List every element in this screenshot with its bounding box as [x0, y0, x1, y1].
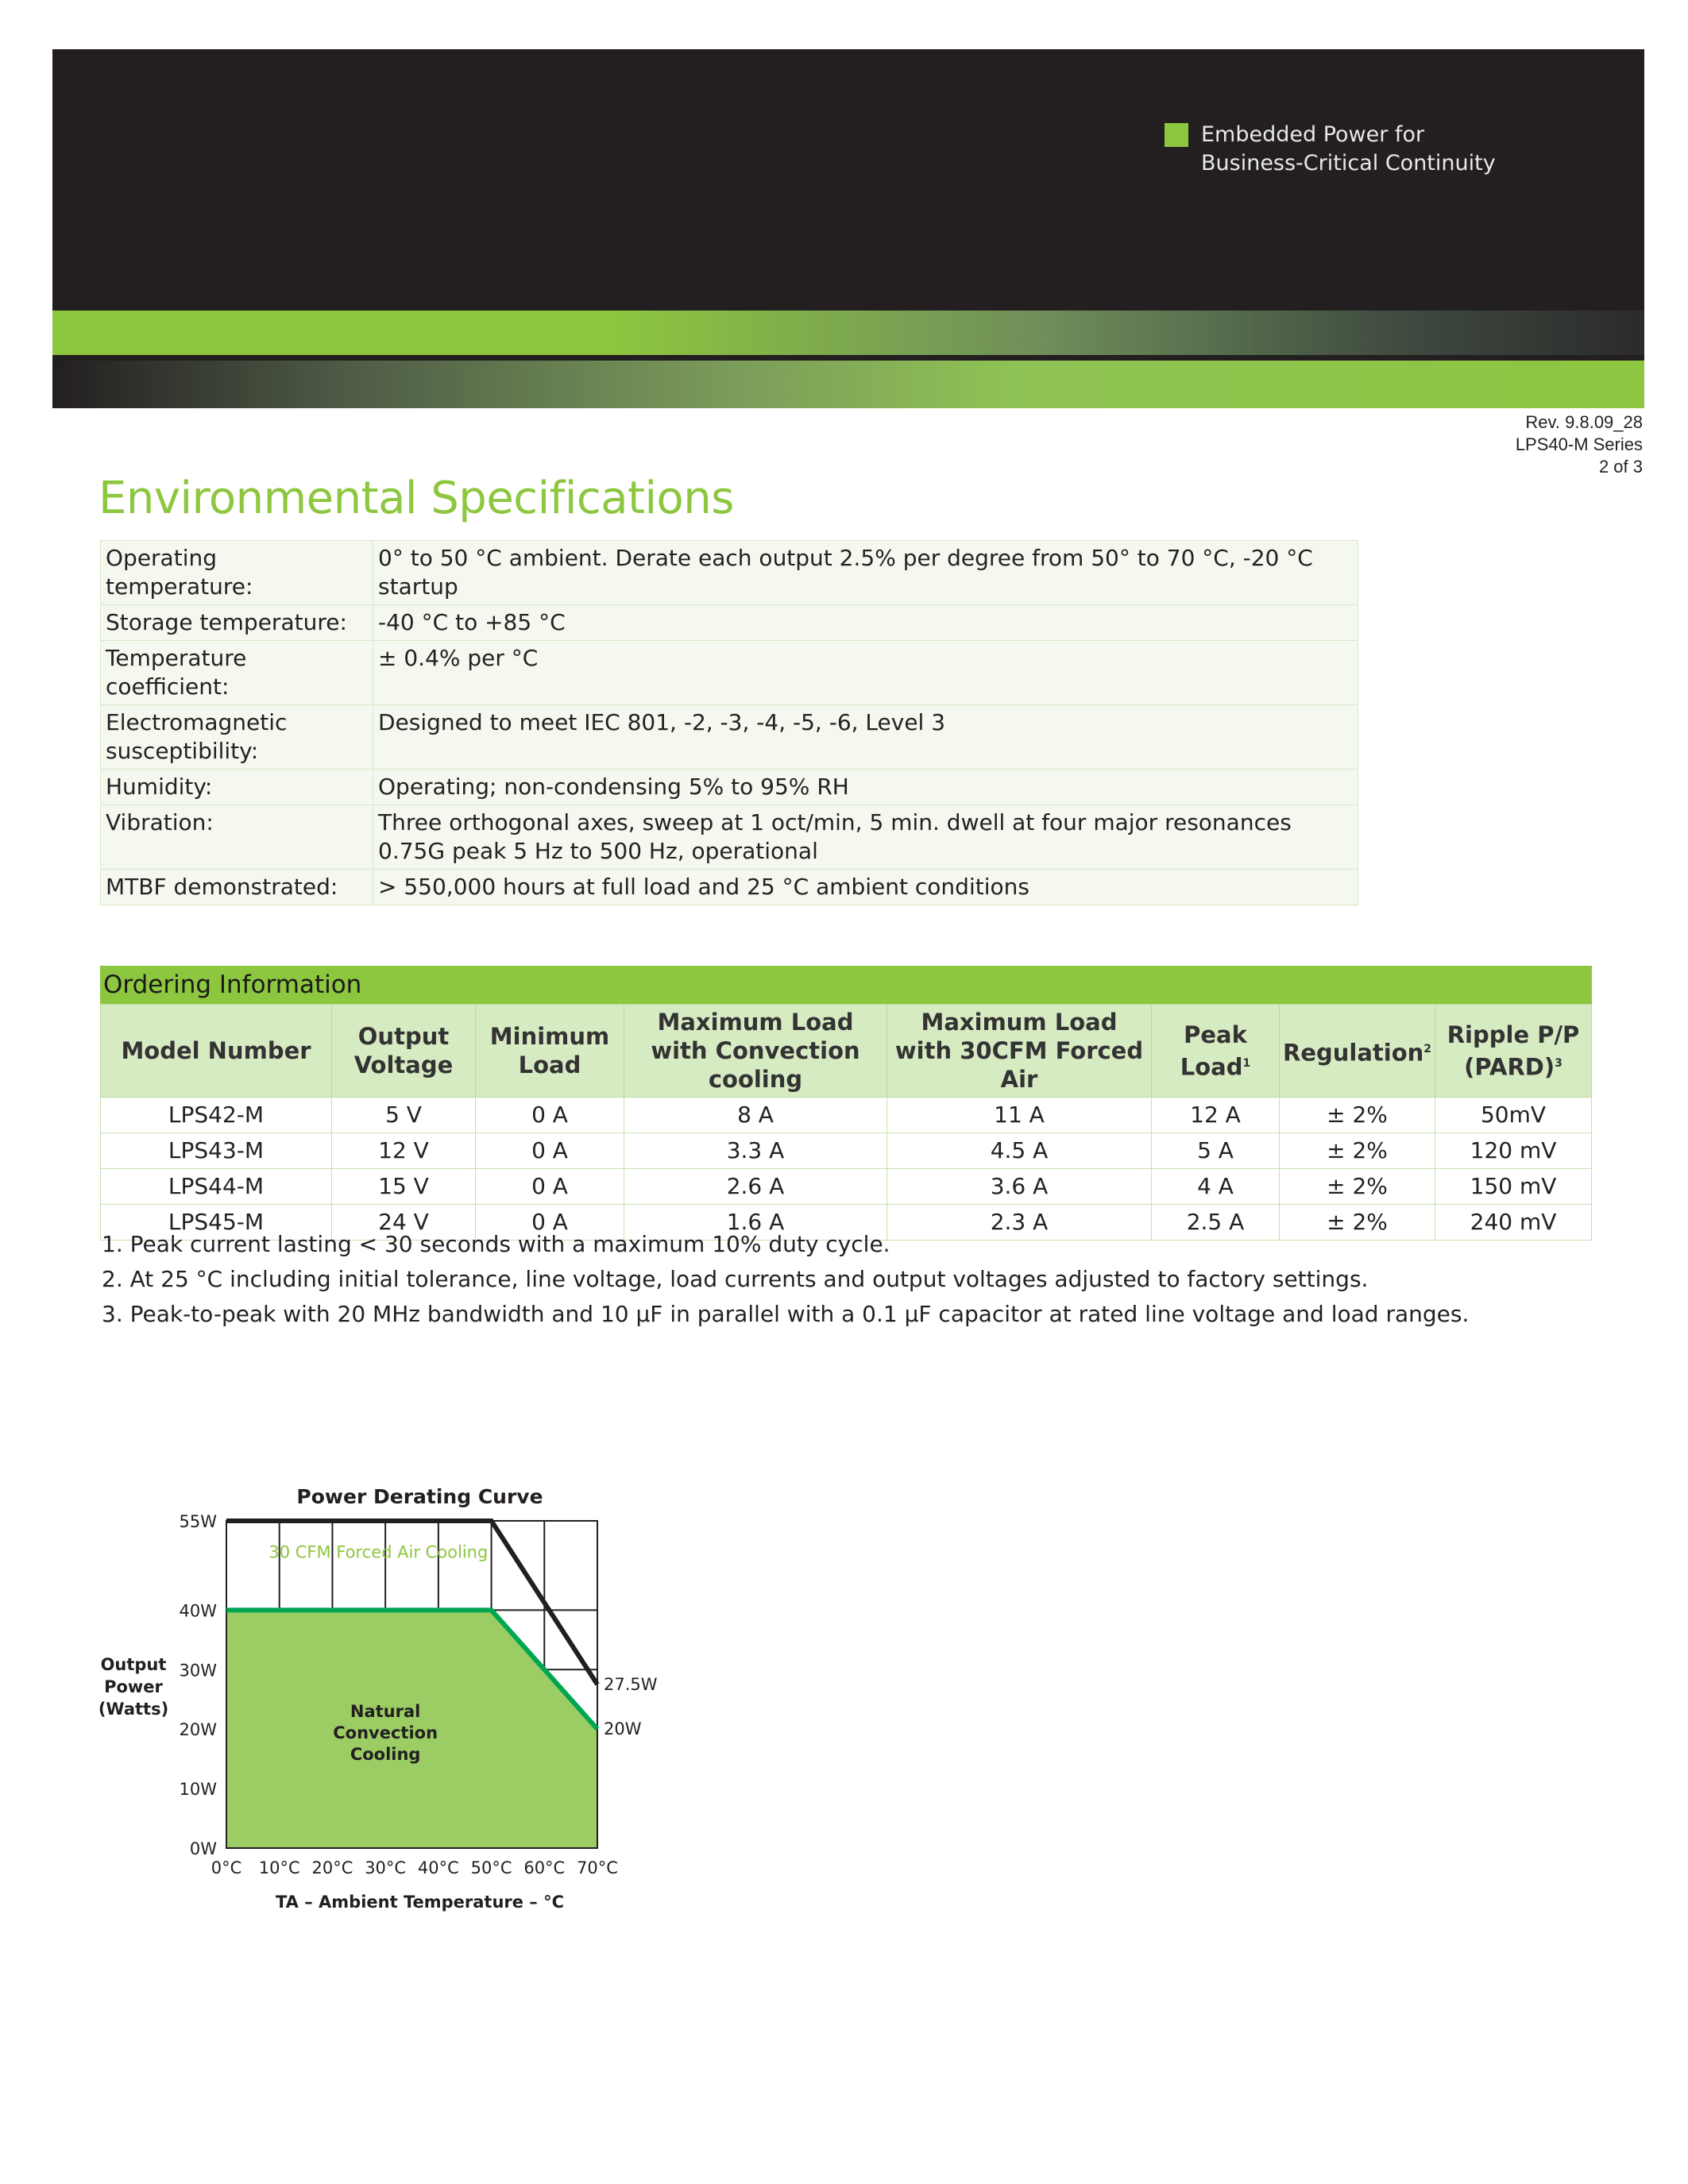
header-banner [52, 49, 1644, 408]
header-max-conv: Maximum Load with Convection cooling [624, 1005, 887, 1098]
cell-min: 0 A [476, 1133, 624, 1169]
x-tick-label: 70°C [577, 1858, 618, 1877]
cell-model: LPS44-M [101, 1169, 332, 1205]
cell-voltage: 15 V [332, 1169, 476, 1205]
env-value: Designed to meet IEC 801, -2, -3, -4, -5, -6, Level 3 [373, 705, 1358, 770]
env-row [101, 605, 1358, 641]
env-label: Vibration: [101, 805, 373, 870]
green-square-icon [1165, 123, 1188, 147]
env-value: > 550,000 hours at full load and 25 °C ambient conditions [373, 870, 1358, 905]
peak-label: Peak Load [1180, 1021, 1247, 1081]
cell-peak: 5 A [1152, 1133, 1280, 1169]
y-tick-label: 30W [179, 1661, 217, 1680]
cell-ripple: 120 mV [1435, 1133, 1592, 1169]
cell-min: 0 A [476, 1098, 624, 1133]
y-tick-label: 40W [179, 1601, 217, 1621]
cell-min: 0 A [476, 1205, 624, 1241]
cell-model: LPS45-M [101, 1205, 332, 1241]
env-label: Temperature coefficient: [101, 641, 373, 705]
header-output-voltage: Output Voltage [332, 1005, 476, 1098]
env-label: Operating temperature: [101, 541, 373, 605]
page-number: 2 of 3 [1598, 457, 1643, 477]
natural-end-label: 20W [604, 1719, 642, 1739]
cell-conv: 8 A [624, 1098, 887, 1133]
env-value: Operating; non-condensing 5% to 95% RH [373, 770, 1358, 805]
env-row [101, 770, 1358, 805]
env-row [101, 641, 1358, 705]
cell-peak: 4 A [1152, 1169, 1280, 1205]
area-label-line: Natural [350, 1702, 421, 1722]
y-tick-label: 55W [179, 1512, 217, 1531]
header-peak-load [1152, 1005, 1280, 1098]
env-label: Humidity: [101, 770, 373, 805]
cell-ripple: 240 mV [1435, 1205, 1592, 1241]
environmental-table [100, 540, 1358, 905]
cell-reg: ± 2% [1280, 1205, 1435, 1241]
y-axis-label-line: (Watts) [98, 1700, 169, 1719]
env-row [101, 705, 1358, 770]
ripple-label: Ripple P/P (PARD) [1447, 1021, 1580, 1081]
x-tick-label: 60°C [523, 1858, 566, 1877]
regulation-sup: 2 [1423, 1042, 1432, 1055]
env-value: ± 0.4% per °C [373, 641, 1358, 705]
header-max-forced: Maximum Load with 30CFM Forced Air [887, 1005, 1152, 1098]
y-axis-label-line: Output [100, 1655, 167, 1674]
cell-conv: 3.3 A [624, 1133, 887, 1169]
env-row [101, 870, 1358, 905]
cell-reg: ± 2% [1280, 1098, 1435, 1133]
environmental-title: Environmental Specifications [98, 473, 734, 524]
cell-reg: ± 2% [1280, 1133, 1435, 1169]
env-label: Electromagnetic susceptibility: [101, 705, 373, 770]
forced-air-label: 30 CFM Forced Air Cooling [268, 1542, 489, 1562]
tagline-line-1: Embedded Power for [1201, 122, 1425, 147]
regulation-label: Regulation [1283, 1039, 1424, 1067]
chart-title: Power Derating Curve [296, 1485, 543, 1508]
header-gradient-band [52, 361, 1644, 408]
cell-voltage: 12 V [332, 1133, 476, 1169]
cell-model: LPS42-M [101, 1098, 332, 1133]
ripple-sup: 3 [1555, 1056, 1562, 1070]
x-axis-label: TA – Ambient Temperature – °C [275, 1893, 565, 1912]
y-tick-label: 10W [179, 1780, 217, 1800]
ordering-title: Ordering Information [100, 966, 1592, 1004]
header-min-load: Minimum Load [476, 1005, 624, 1098]
env-row [101, 541, 1358, 605]
env-label: Storage temperature: [101, 605, 373, 641]
cell-ripple: 50mV [1435, 1098, 1592, 1133]
area-label-line: Cooling [350, 1745, 421, 1765]
cell-voltage: 24 V [332, 1205, 476, 1241]
y-axis-label-line: Power [104, 1677, 163, 1696]
cell-reg: ± 2% [1280, 1169, 1435, 1205]
x-tick-label: 20°C [311, 1858, 353, 1877]
header-ripple [1435, 1005, 1592, 1098]
x-tick-label: 0°C [211, 1858, 242, 1877]
header-green-band [52, 311, 1644, 355]
cell-peak: 2.5 A [1152, 1205, 1280, 1241]
table-row [101, 1169, 1592, 1205]
cell-conv: 2.6 A [624, 1169, 887, 1205]
x-tick-label: 50°C [470, 1858, 512, 1877]
peak-sup: 1 [1242, 1056, 1251, 1070]
x-tick-label: 10°C [258, 1858, 300, 1877]
cell-voltage: 5 V [332, 1098, 476, 1133]
cell-forced: 2.3 A [887, 1205, 1152, 1241]
header-tagline [1201, 121, 1496, 178]
table-row [101, 1133, 1592, 1169]
cell-forced: 3.6 A [887, 1169, 1152, 1205]
power-derating-chart [87, 1473, 659, 1934]
cell-peak: 12 A [1152, 1098, 1280, 1133]
note-1: 1. Peak current lasting < 30 seconds with a maximum 10% duty cycle. [102, 1231, 890, 1257]
env-value: 0° to 50 °C ambient. Derate each output 2.5% per degree from 50° to 70 °C, -20 °C startup [373, 541, 1358, 605]
cell-ripple: 150 mV [1435, 1169, 1592, 1205]
cell-model: LPS43-M [101, 1133, 332, 1169]
ordering-notes [102, 1227, 1469, 1332]
env-row [101, 805, 1358, 870]
cell-forced: 4.5 A [887, 1133, 1152, 1169]
cell-forced: 11 A [887, 1098, 1152, 1133]
note-3: 3. Peak-to-peak with 20 MHz bandwidth and 10 µF in parallel with a 0.1 µF capacitor at rated line voltage and load ranges. [102, 1301, 1470, 1327]
header-regulation [1280, 1005, 1435, 1098]
revision-block [1516, 411, 1643, 478]
cell-min: 0 A [476, 1169, 624, 1205]
revision-number: Rev. 9.8.09_28 [1525, 412, 1643, 432]
env-value: -40 °C to +85 °C [373, 605, 1358, 641]
table-row [101, 1098, 1592, 1133]
ordering-section [100, 966, 1592, 1241]
x-tick-label: 40°C [417, 1858, 459, 1877]
forced-end-label: 27.5W [604, 1675, 658, 1694]
cell-conv: 1.6 A [624, 1205, 887, 1241]
area-label-line: Convection [333, 1723, 438, 1743]
y-tick-label: 20W [179, 1720, 217, 1740]
y-tick-label: 0W [189, 1839, 217, 1858]
header-model: Model Number [101, 1005, 332, 1098]
env-label: MTBF demonstrated: [101, 870, 373, 905]
note-2: 2. At 25 °C including initial tolerance, line voltage, load currents and output voltages adjusted to factory settings. [102, 1266, 1369, 1292]
x-tick-label: 30°C [365, 1858, 407, 1877]
ordering-table [100, 1004, 1592, 1241]
tagline-line-2: Business-Critical Continuity [1201, 151, 1496, 176]
env-value: Three orthogonal axes, sweep at 1 oct/min, 5 min. dwell at four major resonances 0.75G peak 5 Hz to 500 Hz, operational [373, 805, 1358, 870]
series-name: LPS40-M Series [1515, 434, 1643, 454]
